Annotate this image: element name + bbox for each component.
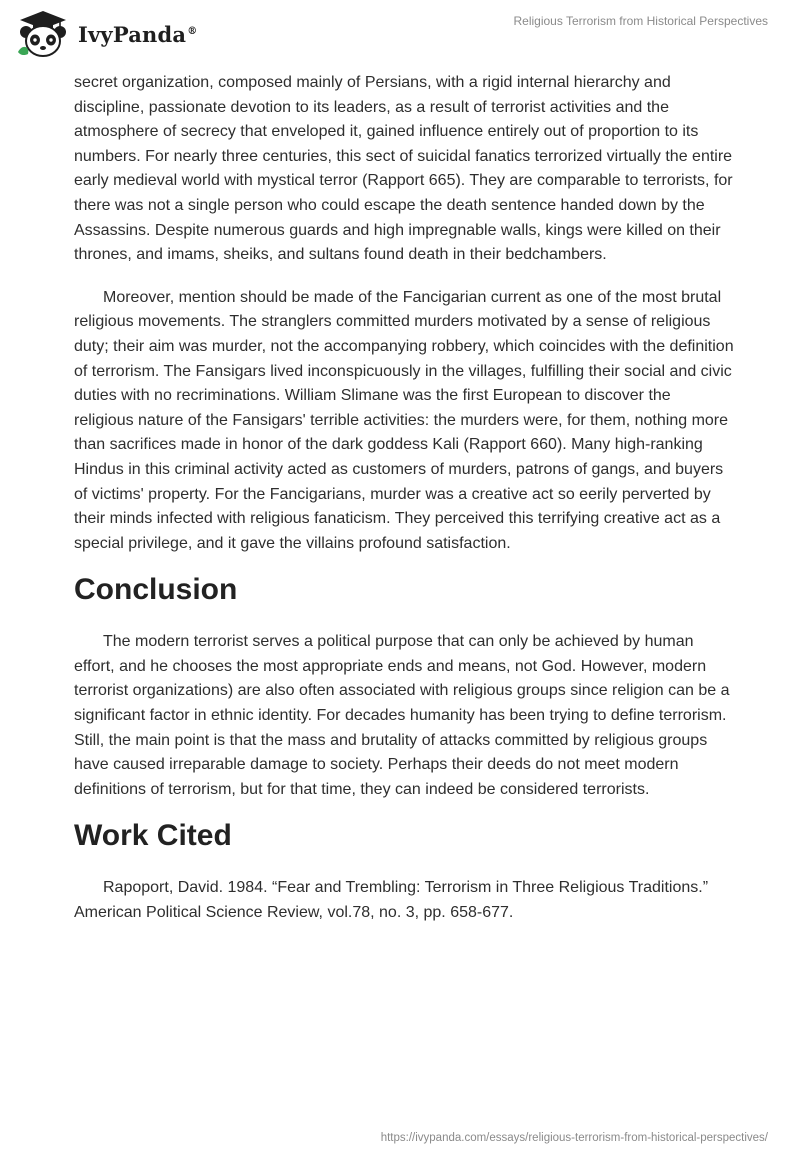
body-paragraph-1: secret organization, composed mainly of Persians, with a rigid internal hierarchy and discipline, passionate devotion to its leaders, as a result of terrorist activities and the atmosphere of secrecy that enveloped it, gained influence entirely out of proportion to its numbers. For nearly three centuries, this sect of suicidal fanatics terrorized virtually the entire early medieval world with mystical terror (Rapport 665). They are comparable to terrorists, for there was not a single person who could escape the death sentence handed down by the Assassins. Despite numerous guards and high impregnable walls, kings were killed on their thrones, and imams, sheiks, and sultans found death in their bedchambers. bbox=[74, 74, 733, 264]
brand-name: IvyPanda® bbox=[78, 21, 198, 47]
ivypanda-logo[interactable] bbox=[14, 8, 197, 60]
works-cited-heading: Work Cited bbox=[74, 819, 232, 853]
body-paragraph-2: Moreover, mention should be made of the Fancigarian current as one of the most brutal religious movements. The stranglers committed murders motivated by a sense of religious duty; their aim was murder, not the accompanying robbery, which coincides with the definition of terrorism. The Fansigars lived inconspicuously in the villages, fulfilling their social and civic duties with no recriminations. William Slimane was the first European to discover the religious nature of the Fansigars' terrible activities: the murders were, for them, nothing more than sacrifices made in honor of the dark goddess Kali (Rapport 660). Many high-ranking Hindus in this criminal activity acted as customers of murders, patrons of gangs, and buyers of victims' property. For the Fancigarians, murder was a creative act so eerily perverted by their minds infected with religious fanaticism. They perceived this terrifying creative act as a special privilege, and it gave the villains profound satisfaction. bbox=[74, 288, 734, 552]
citation-entry: Rapoport, David. 1984. “Fear and Trembling: Terrorism in Three Religious Traditions.” American Political Science Review, vol.78, no. 3, pp. 658-677. bbox=[74, 879, 709, 922]
conclusion-heading: Conclusion bbox=[74, 573, 238, 607]
page-header bbox=[0, 0, 800, 70]
conclusion-paragraph: The modern terrorist serves a political purpose that can only be achieved by human effort, and he chooses the most appropriate ends and means, not God. However, modern terrorist organizations) are also often associated with religious groups since religion can be a significant factor in ethnic identity. For decades humanity has been trying to define terrorism. Still, the main point is that the mass and brutality of attacks committed by religious groups have caused irreparable damage to society. Perhaps their deeds do not meet modern definitions of terrorism, but for that time, they can indeed be considered terrorists. bbox=[74, 633, 730, 798]
source-url-link[interactable]: https://ivypanda.com/essays/religious-terrorism-from-historical-perspectives/ bbox=[380, 1132, 768, 1144]
essay-content bbox=[74, 71, 734, 926]
running-title: Religious Terrorism from Historical Perspectives bbox=[513, 14, 768, 28]
registered-mark: ® bbox=[187, 25, 198, 37]
panda-graduate-icon bbox=[14, 8, 72, 60]
